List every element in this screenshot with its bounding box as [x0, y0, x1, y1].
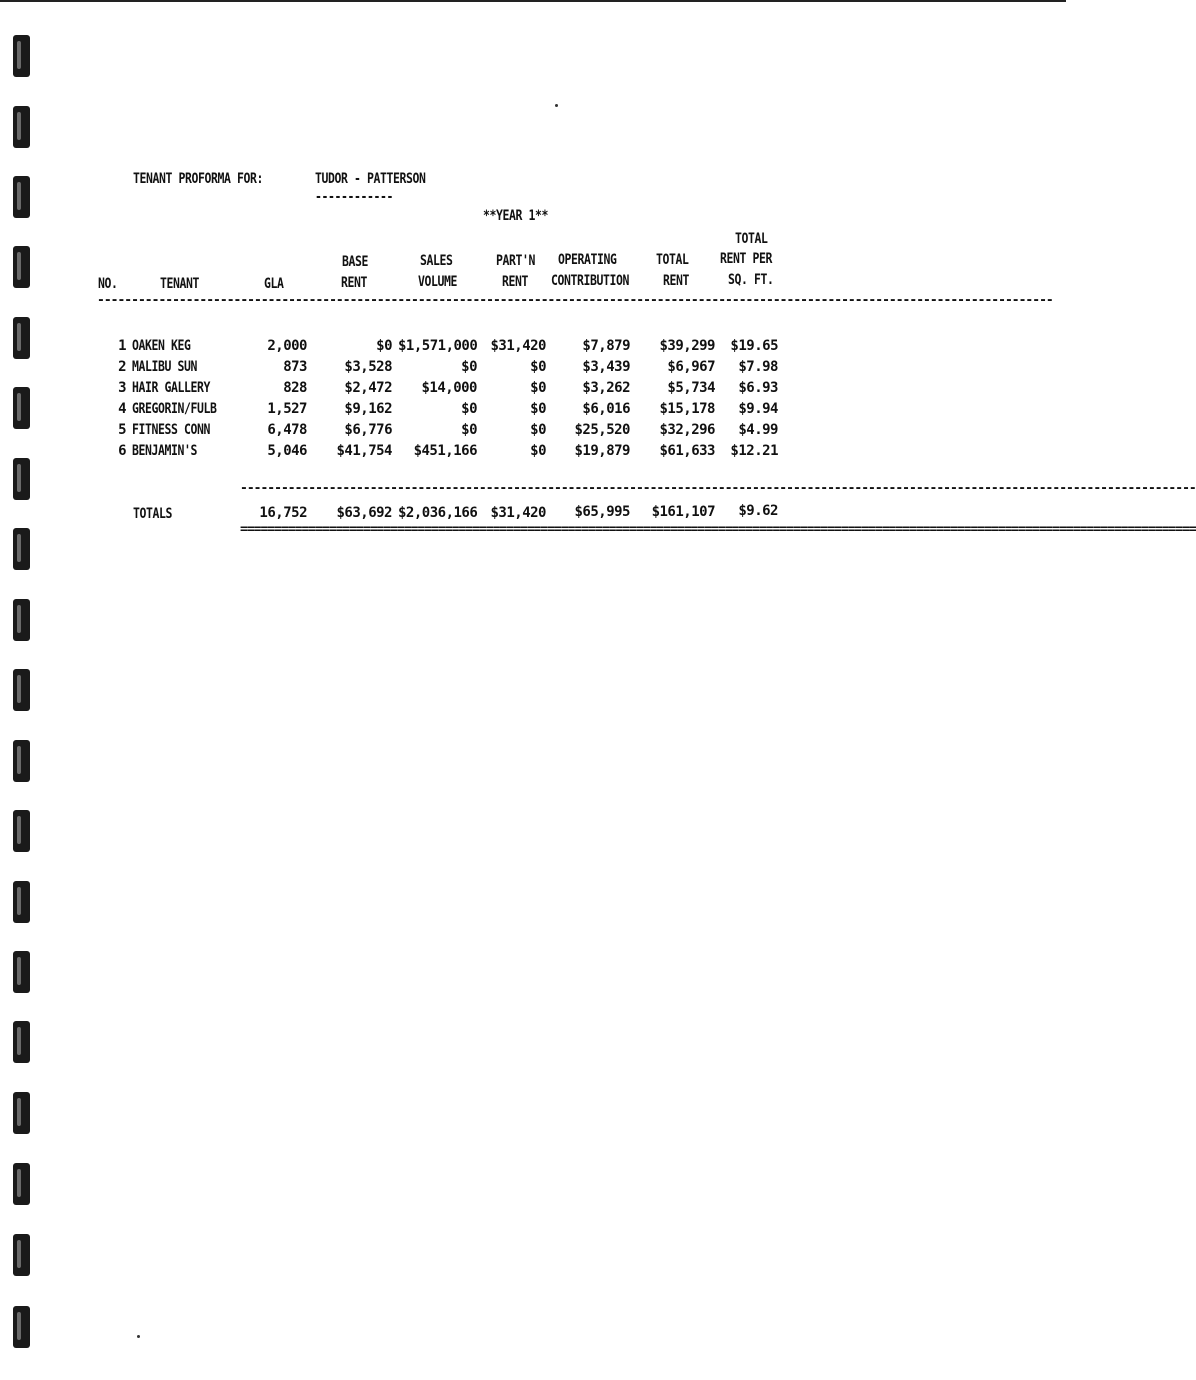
cell-rent-per-sqft: $19.65 — [730, 338, 778, 354]
col-partn-line1: PART'N — [496, 253, 536, 269]
cell-tenant: GREGORIN/FULB — [132, 401, 217, 417]
cell-no: 2 — [118, 359, 126, 375]
cell-gla: 828 — [283, 380, 307, 396]
scan-speck — [555, 104, 558, 107]
cell-gla: 2,000 — [267, 338, 307, 354]
scan-speck — [137, 1335, 140, 1338]
cell-no: 3 — [118, 380, 126, 396]
cell-operating: $7,879 — [582, 338, 630, 354]
cell-tenant: MALIBU SUN — [132, 359, 198, 375]
cell-operating: $6,016 — [582, 401, 630, 417]
col-sales-line1: SALES — [420, 253, 453, 269]
col-per-sqft-line2: RENT PER — [720, 251, 773, 267]
binder-hole — [13, 317, 30, 359]
cell-sales-volume: $0 — [461, 359, 477, 375]
totals-label: TOTALS — [133, 506, 173, 522]
cell-no: 1 — [118, 338, 126, 354]
total-gla: 16,752 — [259, 505, 307, 521]
total-total-rent: $161,107 — [651, 504, 715, 520]
cell-partn-rent: $0 — [530, 380, 546, 396]
cell-sales-volume: $0 — [461, 422, 477, 438]
binder-hole — [13, 1092, 30, 1134]
binder-hole — [13, 951, 30, 993]
cell-base-rent: $9,162 — [344, 401, 392, 417]
cell-sales-volume: $14,000 — [421, 380, 477, 396]
property-underline: ------------ — [315, 189, 394, 205]
binder-hole — [13, 1021, 30, 1063]
col-base-rent-line2: RENT — [341, 275, 368, 291]
col-total-rent-line1: TOTAL — [656, 252, 689, 268]
cell-base-rent: $2,472 — [344, 380, 392, 396]
cell-no: 6 — [118, 443, 126, 459]
col-per-sqft-line1: TOTAL — [735, 231, 768, 247]
cell-base-rent: $0 — [376, 338, 392, 354]
binder-hole — [13, 669, 30, 711]
cell-base-rent: $41,754 — [336, 443, 392, 459]
cell-partn-rent: $0 — [530, 401, 546, 417]
binder-hole — [13, 1163, 30, 1205]
year-heading: **YEAR 1** — [483, 208, 549, 224]
cell-operating: $3,262 — [582, 380, 630, 396]
cell-total-rent: $5,734 — [667, 380, 715, 396]
total-partn-rent: $31,420 — [490, 505, 546, 521]
header-rule: -------------------------------------------------------------------------------------------------------------------------------------------- — [97, 293, 1053, 308]
binder-hole — [13, 810, 30, 852]
col-operating-line2: CONTRIBUTION — [551, 273, 630, 289]
double-rule: ============================================================================================================================================ — [240, 522, 1196, 537]
cell-total-rent: $61,633 — [659, 443, 715, 459]
cell-gla: 873 — [283, 359, 307, 375]
total-base-rent: $63,692 — [336, 505, 392, 521]
col-per-sqft-line3: SQ. FT. — [728, 272, 774, 288]
cell-partn-rent: $0 — [530, 443, 546, 459]
col-operating-line1: OPERATING — [558, 252, 617, 268]
col-no: NO. — [98, 276, 118, 292]
cell-gla: 6,478 — [267, 422, 307, 438]
cell-tenant: BENJAMIN'S — [132, 443, 198, 459]
total-sales-volume: $2,036,166 — [398, 505, 478, 521]
col-sales-line2: VOLUME — [418, 274, 458, 290]
total-rent-per-sqft: $9.62 — [738, 503, 778, 519]
binder-hole — [13, 458, 30, 500]
cell-no: 4 — [118, 401, 126, 417]
cell-sales-volume: $0 — [461, 401, 477, 417]
cell-total-rent: $39,299 — [659, 338, 715, 354]
cell-operating: $25,520 — [574, 422, 630, 438]
binder-hole — [13, 740, 30, 782]
cell-operating: $3,439 — [582, 359, 630, 375]
col-partn-line2: RENT — [502, 274, 529, 290]
binder-hole — [13, 528, 30, 570]
cell-gla: 5,046 — [267, 443, 307, 459]
cell-partn-rent: $0 — [530, 359, 546, 375]
cell-partn-rent: $31,420 — [490, 338, 546, 354]
binder-hole — [13, 176, 30, 218]
cell-tenant: OAKEN KEG — [132, 338, 191, 354]
cell-tenant: HAIR GALLERY — [132, 380, 211, 396]
col-gla: GLA — [264, 276, 284, 292]
cell-tenant: FITNESS CONN — [132, 422, 211, 438]
binder-hole — [13, 1234, 30, 1276]
binder-hole — [13, 246, 30, 288]
total-operating: $65,995 — [574, 504, 630, 520]
cell-sales-volume: $1,571,000 — [398, 338, 478, 354]
cell-total-rent: $32,296 — [659, 422, 715, 438]
cell-sales-volume: $451,166 — [413, 443, 477, 459]
binder-hole — [13, 599, 30, 641]
cell-gla: 1,527 — [267, 401, 307, 417]
totals-rule: -------------------------------------------------------------------------------------------------------------------------------------------- — [240, 481, 1196, 496]
cell-base-rent: $6,776 — [344, 422, 392, 438]
cell-operating: $19,879 — [574, 443, 630, 459]
cell-rent-per-sqft: $12.21 — [730, 443, 778, 459]
cell-total-rent: $15,178 — [659, 401, 715, 417]
property-name: TUDOR - PATTERSON — [315, 171, 426, 187]
binder-hole — [13, 1306, 30, 1348]
col-total-rent-line2: RENT — [663, 273, 690, 289]
cell-no: 5 — [118, 422, 126, 438]
cell-base-rent: $3,528 — [344, 359, 392, 375]
col-tenant: TENANT — [160, 276, 200, 292]
cell-rent-per-sqft: $9.94 — [738, 401, 778, 417]
cell-partn-rent: $0 — [530, 422, 546, 438]
col-base-rent-line1: BASE — [342, 254, 369, 270]
binder-hole — [13, 387, 30, 429]
binder-hole — [13, 106, 30, 148]
page-top-edge — [0, 0, 1066, 2]
cell-rent-per-sqft: $4.99 — [738, 422, 778, 438]
binder-holes — [13, 0, 35, 1380]
cell-rent-per-sqft: $7.98 — [738, 359, 778, 375]
cell-rent-per-sqft: $6.93 — [738, 380, 778, 396]
proforma-label: TENANT PROFORMA FOR: — [133, 171, 264, 187]
cell-total-rent: $6,967 — [667, 359, 715, 375]
binder-hole — [13, 35, 30, 77]
binder-hole — [13, 881, 30, 923]
